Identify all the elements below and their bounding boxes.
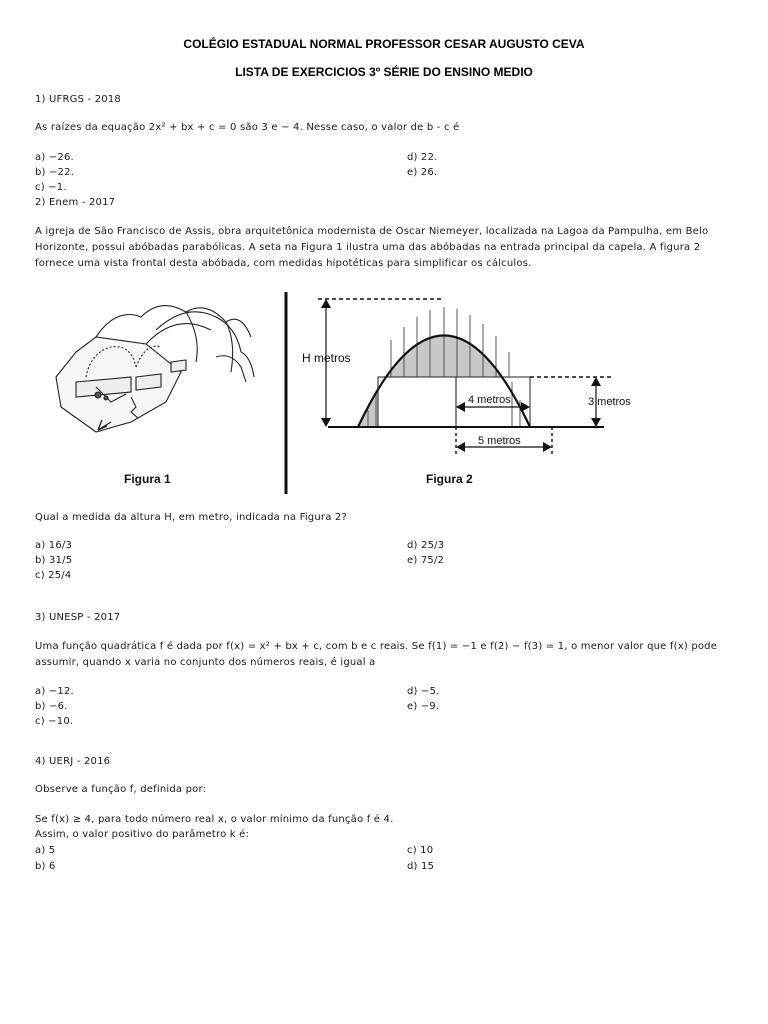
q3-option-c: c) −10. [35,716,74,727]
figures-illustration [36,282,648,494]
q1-option-c: c) −1. [35,182,67,193]
church-sketch [56,306,254,432]
q1-title: 1) UFRGS - 2018 [35,94,121,105]
q1-statement: As raízes da equação 2x² + bx + c = 0 são 3 e − 4. Nesse caso, o valor de b - c é [35,122,460,133]
q4-option-b: b) 6 [35,861,56,872]
q2-question: Qual a medida da altura H, em metro, indicada na Figura 2? [35,512,347,523]
q4-statement-line2: Assim, o valor positivo do parâmetro k é: [35,829,250,840]
q2-statement-line3: fornece uma vista frontal desta abóbada, com medidas hipotéticas para simplificar os cálculos. [35,258,532,269]
figure-panel [36,282,648,494]
q4-intro: Observe a função f, definida por: [35,784,207,795]
q3-option-e: e) −9. [407,701,440,712]
q4-title: 4) UERJ - 2016 [35,756,111,767]
parabola-diagram [302,299,631,454]
q2-option-e: e) 75/2 [407,555,445,566]
q4-statement-line1: Se f(x) ≥ 4, para todo número real x, o valor mínimo da função f é 4. [35,814,394,825]
q4-option-d: d) 15 [407,861,435,872]
q1-option-a: a) −26. [35,152,74,163]
q1-option-d: d) 22. [407,152,438,163]
q3-option-d: d) −5. [407,686,440,697]
school-name: COLÉGIO ESTADUAL NORMAL PROFESSOR CESAR AUGUSTO CEVA [183,37,585,51]
figure1-caption: Figura 1 [124,472,171,486]
q1-option-e: e) 26. [407,167,438,178]
list-title: LISTA DE EXERCICIOS 3º SÉRIE DO ENSINO MEDIO [235,65,533,79]
q2-statement-line2: Horizonte, possui abóbadas parabólicas. A seta na Figura 1 ilustra uma das abóbadas na entrada principal da capela. A figura 2 [35,242,701,253]
q1-option-b: b) −22. [35,167,75,178]
q2-option-d: d) 25/3 [407,540,445,551]
q2-option-c: c) 25/4 [35,570,72,581]
q2-option-a: a) 16/3 [35,540,73,551]
label-3-metros: 3 metros [588,396,631,408]
q2-option-b: b) 31/5 [35,555,73,566]
figure2-caption: Figura 2 [426,472,473,486]
q2-title: 2) Enem - 2017 [35,197,116,208]
q3-statement-line2: assumir, quando x varia no conjunto dos números reais, é igual a [35,657,376,668]
q3-option-b: b) −6. [35,701,68,712]
q2-statement-line1: A igreja de São Francisco de Assis, obra arquitetônica modernista de Oscar Niemeyer, localizada na Lagoa da Pampulha, em Belo [35,226,709,237]
label-5-metros: 5 metros [478,435,521,447]
label-4-metros: 4 metros [468,394,511,406]
q4-option-a: a) 5 [35,845,56,856]
q3-title: 3) UNESP - 2017 [35,612,121,623]
q4-option-c: c) 10 [407,845,434,856]
label-h-metros: H metros [302,351,351,365]
q3-option-a: a) −12. [35,686,74,697]
q3-statement-line1: Uma função quadrática f é dada por f(x) = x² + bx + c, com b e c reais. Se f(1) = −1 e f(2) − f(3) = 1, o menor valor que f(x) pode [35,641,718,652]
